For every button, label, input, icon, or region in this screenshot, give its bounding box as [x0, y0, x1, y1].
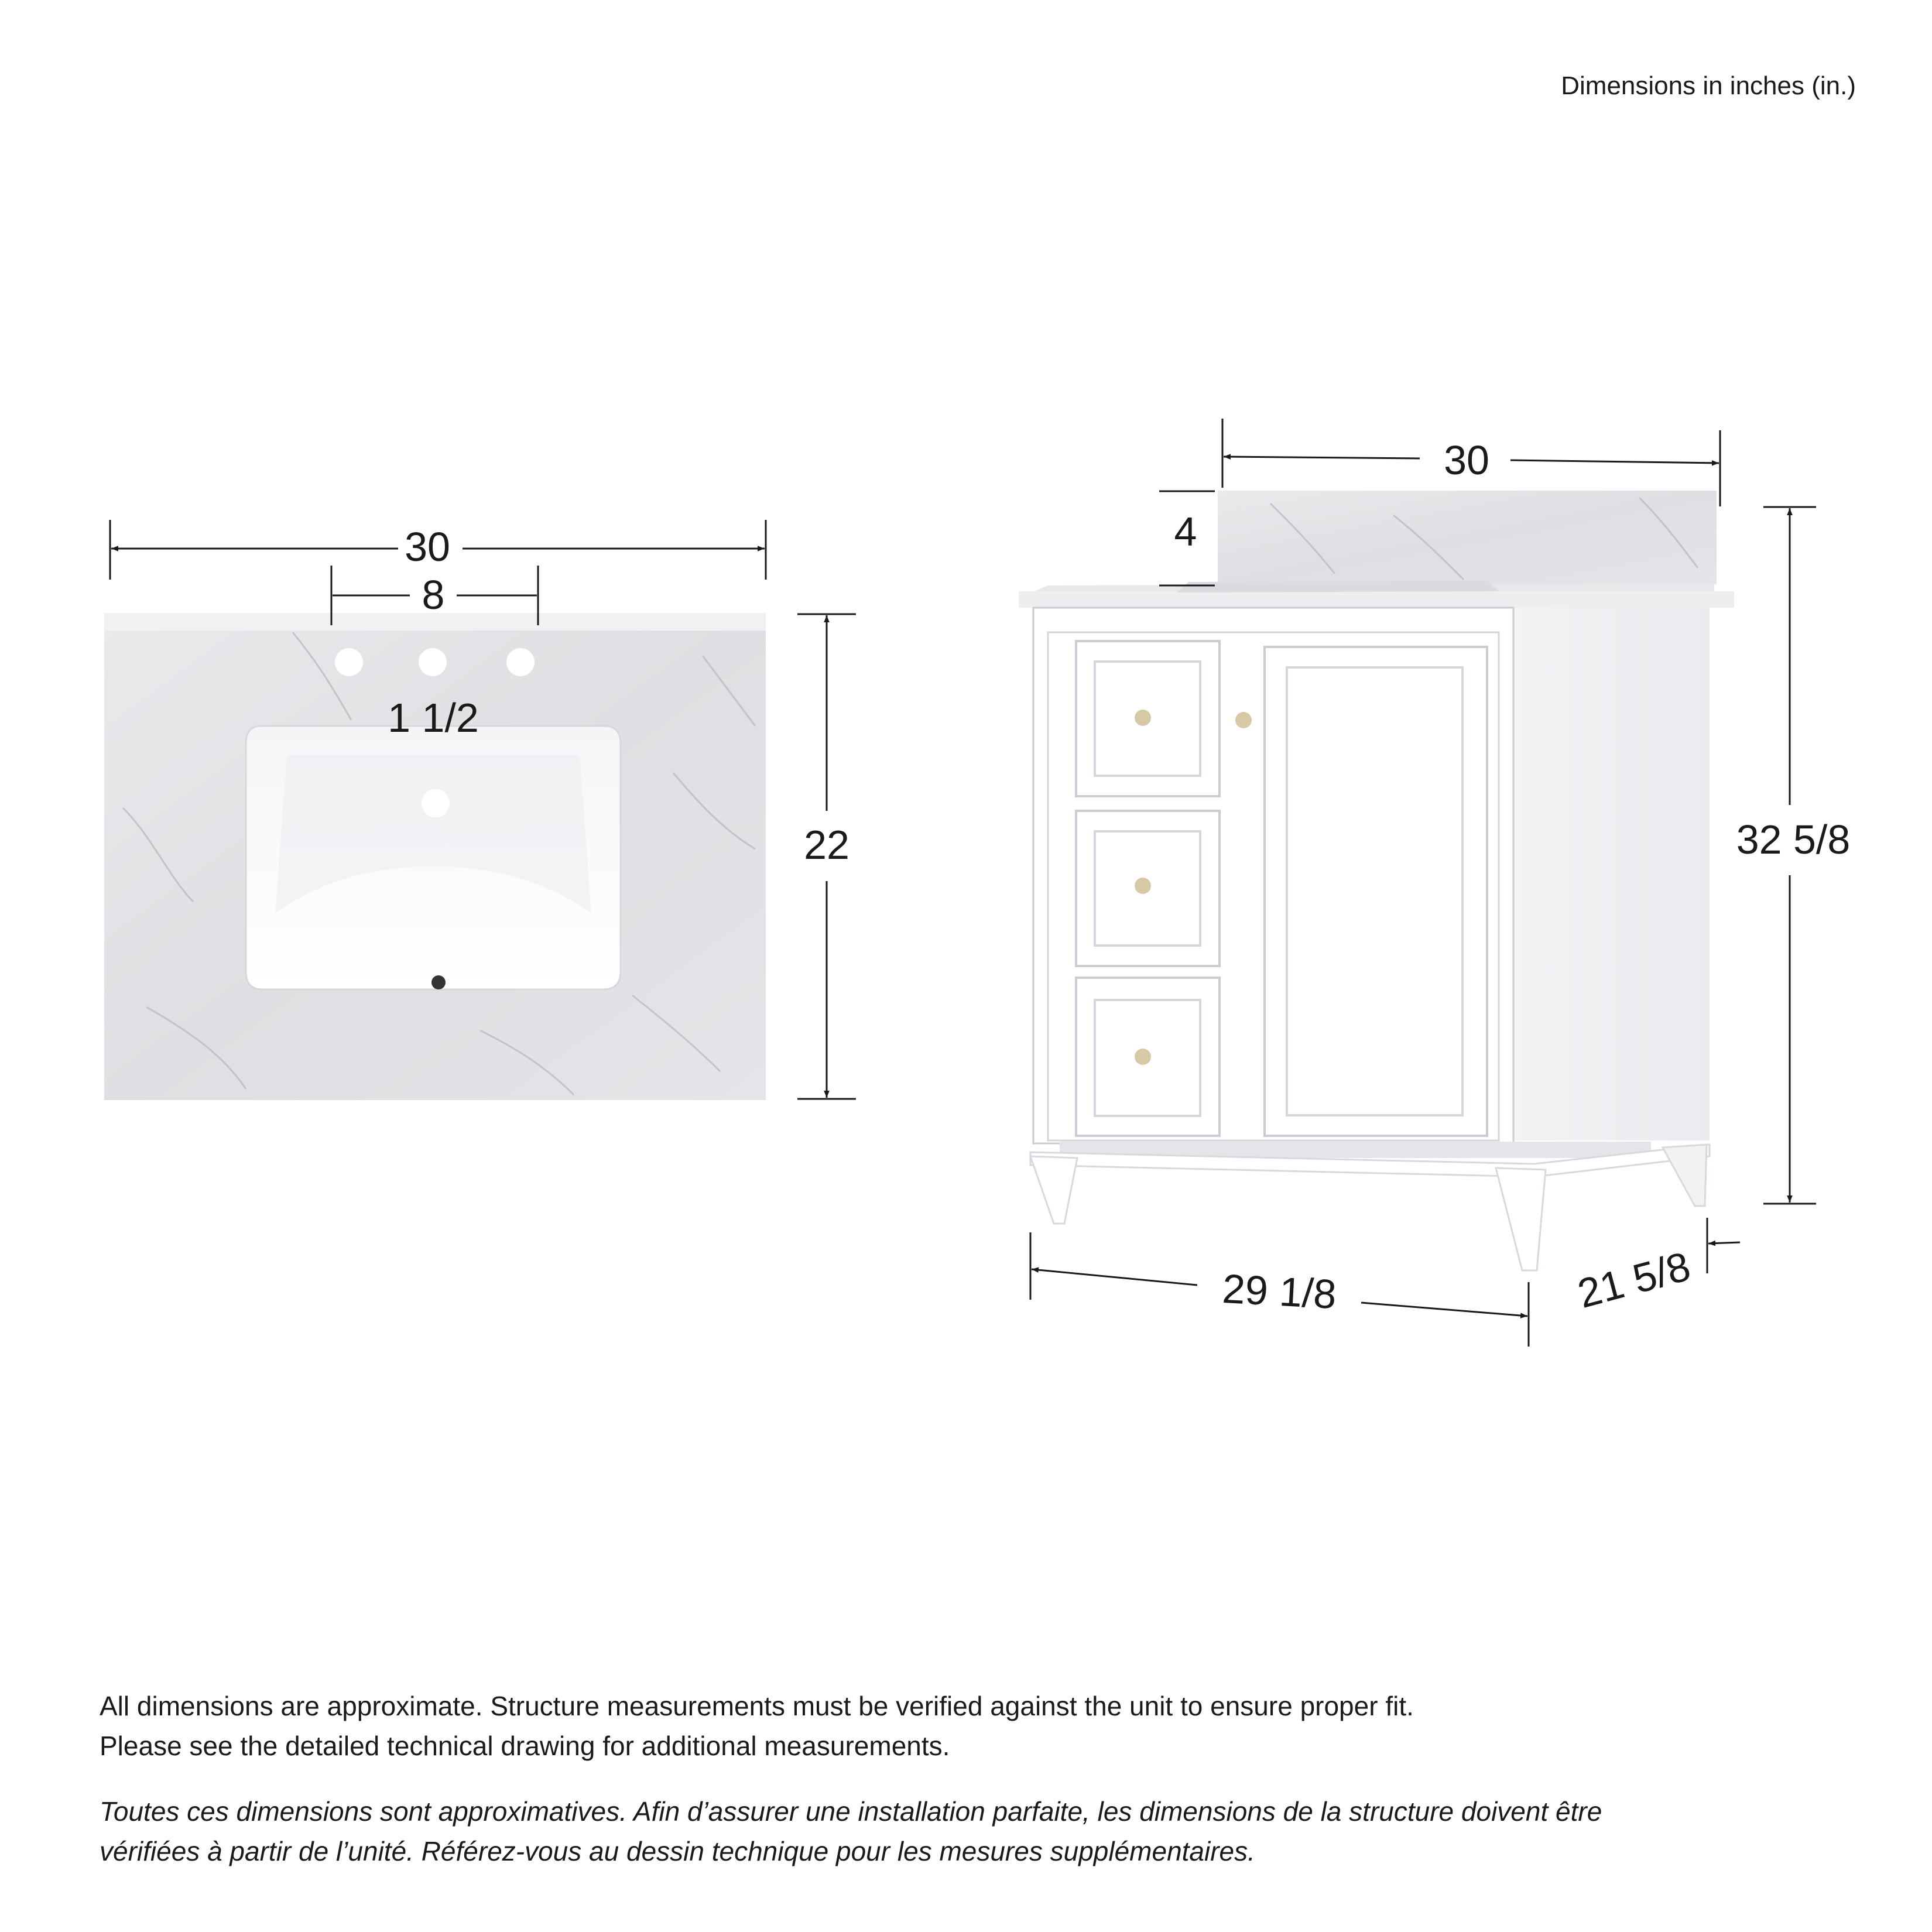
faucet-hole-spacing-label: 1 1/2: [388, 695, 479, 741]
cabinet-width-label: 29 1/8: [1221, 1265, 1338, 1318]
french-disclaimer-line-1: Toutes ces dimensions sont approximatives. Afin d’assurer une installation parfaite, les dimensions de la structure doivent être: [100, 1796, 1602, 1827]
units-label: Dimensions in inches (in.): [1561, 71, 1856, 100]
french-disclaimer: [100, 1791, 1602, 1871]
top-view: [104, 613, 766, 1100]
drawer-bottom-knob-icon: [1135, 1049, 1151, 1065]
faucet-spread-label: 8: [422, 572, 445, 618]
front-view: [1019, 491, 1734, 1270]
overall-width-label: 30: [1444, 437, 1489, 483]
faucet-hole-center-icon: [419, 648, 447, 676]
english-disclaimer-line-2: Please see the detailed technical drawing for additional measurements.: [100, 1731, 950, 1761]
french-disclaimer-line-2: vérifiées à partir de l’unité. Référez-vous au dessin technique pour les mesures supplémentaires.: [100, 1836, 1255, 1866]
countertop-front-edge: [1019, 591, 1734, 608]
cabinet-door: [1265, 647, 1487, 1136]
sink-overflow-icon: [422, 789, 450, 817]
sink-drain-icon: [431, 975, 446, 989]
english-disclaimer-line-1: All dimensions are approximate. Structure measurements must be verified against the unit to ensure proper fit.: [100, 1691, 1414, 1721]
front-sink-cutout: [1177, 581, 1499, 592]
faucet-hole-right-icon: [506, 648, 535, 676]
cabinet-side-panel: [1510, 608, 1710, 1140]
top-width-label: 30: [405, 524, 450, 570]
top-depth-label: 22: [804, 822, 849, 868]
door-knob-icon: [1235, 712, 1252, 728]
faucet-hole-left-icon: [335, 648, 363, 676]
english-disclaimer: [100, 1686, 1414, 1766]
height-label: 32 5/8: [1736, 817, 1851, 862]
leg-front-right: [1496, 1168, 1546, 1270]
drawer-middle-knob-icon: [1135, 878, 1151, 894]
drawer-top-knob-icon: [1135, 710, 1151, 726]
backsplash: [1218, 491, 1717, 584]
leg-back-right: [1663, 1145, 1707, 1206]
backsplash-height-label: 4: [1174, 509, 1197, 554]
leg-front-left: [1030, 1156, 1077, 1224]
depth-label: 21 5/8: [1573, 1243, 1695, 1317]
